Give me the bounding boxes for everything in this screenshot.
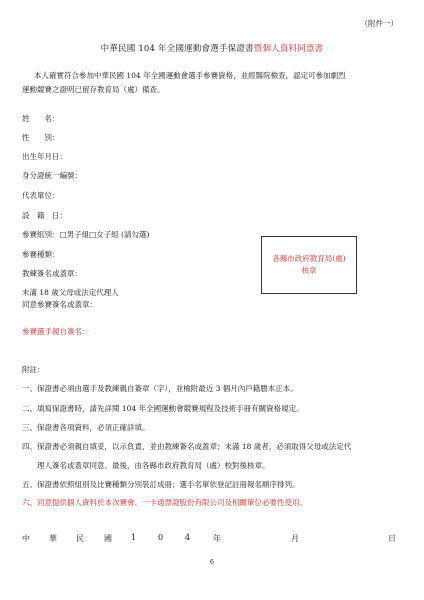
note-item-4-continued: 理人簽名或蓋章同意。最後，由各縣市政府教育局（處）校對後核章。 <box>22 461 270 470</box>
title-consent: 暨個人資料同意書 <box>253 44 324 54</box>
date-char-4: 國 <box>104 534 112 543</box>
date-day-label: 日 <box>388 534 396 543</box>
note-item-3: 三、保證書各項資料，必須正確詳填。 <box>22 423 150 432</box>
attachment-label: （附件一） <box>360 19 398 28</box>
field-guardian-line-1: 未滿 18 歲父母或法定代理人 <box>22 288 119 297</box>
date-char-2: 華 <box>49 534 57 543</box>
date-year-label: 年 <box>213 534 221 543</box>
notes-heading: 附註： <box>22 365 45 374</box>
field-group: 參賽組別：□男子組□女子組 (請勾選) <box>22 230 150 239</box>
field-coach-signature: 教練簽名或蓋章： <box>22 269 82 278</box>
note-item-4: 四、保證書必須親自填妥，以示負責，並由教練簽名或蓋章；未滿 18 歲者，必須取得父母或法定代 <box>22 442 352 451</box>
document-title <box>0 42 424 54</box>
field-id-number: 身分證統一編號： <box>22 171 82 180</box>
field-registration: 設 籍 日： <box>22 211 67 220</box>
field-gender: 性 別： <box>22 133 60 142</box>
intro-line-2: 運動競賽之證明已留存教育局（處）備查。 <box>22 85 165 94</box>
date-char-5: 1 <box>131 533 137 542</box>
stamp-box <box>261 236 357 294</box>
field-unit: 代表單位： <box>22 191 60 200</box>
field-name: 姓 名： <box>22 114 60 123</box>
note-item-1: 一、保證書必須由選手及教練親自簽章（字），並檢附最近 3 個月內戶籍謄本正本。 <box>22 384 298 393</box>
field-guardian-line-2: 同意參賽簽名或蓋章： <box>22 300 97 309</box>
page-number: 6 <box>209 558 215 566</box>
stamp-line-2: 核章 <box>301 266 317 275</box>
date-char-7: 4 <box>185 533 191 542</box>
field-athlete-signature: 參賽選手親自簽名： <box>22 327 90 336</box>
title-main: 中華民國 104 年全國運動會選手保證書 <box>100 44 254 54</box>
date-month-label: 月 <box>291 534 299 543</box>
note-item-5: 五、保證書依照組別及比賽種類分別裝訂成冊；選手名單依登記註冊報名順序排列。 <box>22 480 300 489</box>
date-char-1: 中 <box>22 534 30 543</box>
field-event: 參賽種類： <box>22 250 60 259</box>
note-item-2: 二、填寫保證書時，請先詳閱 104 年全國運動會競賽規程及技術手冊有關資格規定。 <box>22 404 304 413</box>
intro-line-1: 本人確實符合參加中華民國 104 年全國運動會選手參賽資格，並經醫院檢查，認定可參加劇烈 <box>34 71 346 80</box>
stamp-line-1: 各縣市政府教育局(處) <box>272 254 346 263</box>
field-birthdate: 出生年月日： <box>22 152 67 161</box>
date-char-6: 0 <box>158 533 164 542</box>
date-char-3: 民 <box>76 534 84 543</box>
note-item-6: 六、同意提供個人資料於本次賽會、一卡通票證股份有限公司及相關單位必要性使用。 <box>22 498 307 507</box>
